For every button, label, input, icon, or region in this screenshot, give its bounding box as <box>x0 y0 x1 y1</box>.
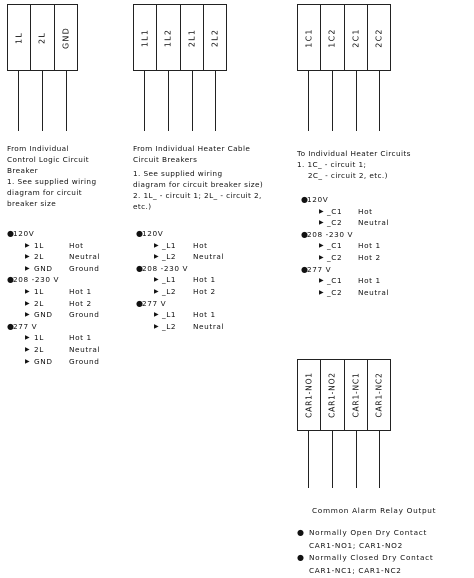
triangle-icon: ▶ <box>319 242 325 250</box>
triangle-icon: ▶ <box>319 219 325 227</box>
wire <box>308 71 309 131</box>
terminal: 1L1 <box>140 28 150 47</box>
bullet-icon: ● <box>136 263 144 273</box>
terminal: 1L <box>14 31 24 44</box>
triangle-icon: ▶ <box>25 345 31 353</box>
triangle-icon: ▶ <box>154 311 160 319</box>
alarm-relay-terminal-block <box>297 359 391 431</box>
bullet-icon: ● <box>136 229 144 238</box>
wire <box>215 71 216 131</box>
terminal: 1C1 <box>304 27 314 48</box>
wire <box>192 71 193 131</box>
heater-circuit-terminal-block <box>297 4 391 71</box>
wire <box>379 71 380 131</box>
wire <box>144 71 145 131</box>
terminal: CAR1-NO2 <box>320 360 343 430</box>
triangle-icon: ▶ <box>154 253 160 261</box>
terminal: 2C2 <box>367 5 390 70</box>
wire <box>356 71 357 131</box>
triangle-icon: ▶ <box>154 287 160 295</box>
terminal: 1L2 <box>156 5 179 70</box>
bullet-icon: ● <box>7 275 15 285</box>
bullet-icon: ● <box>301 195 309 204</box>
terminal: GND <box>54 5 77 70</box>
wire <box>308 431 309 488</box>
triangle-icon: ▶ <box>319 207 325 215</box>
terminal: CAR1-NO1 <box>304 372 314 418</box>
triangle-icon: ▶ <box>154 276 160 284</box>
heater-circuit-description: To Individual Heater Circuits 1. 1C_ - circuit 1; 2C_ - circuit 2, etc.) <box>297 149 411 180</box>
wire <box>42 71 43 131</box>
bullet-icon: ● <box>301 229 309 239</box>
triangle-icon: ▶ <box>319 253 325 261</box>
triangle-icon: ▶ <box>25 287 31 295</box>
heater-breaker-description: From Individual Heater Cable Circuit Breakers 1. See supplied wiring diagram for circuit breaker size) 2. 1L_ - circuit 1; 2L_ - circuit 2, etc.) <box>133 144 264 211</box>
wire <box>18 71 19 131</box>
terminal: CAR1-NC1 <box>344 360 367 430</box>
alarm-relay-title: Common Alarm Relay Output <box>312 506 437 515</box>
triangle-icon: ▶ <box>319 277 325 285</box>
heater-circuit-voltage-options: ● 120V ▶ _C1 Hot ▶ _C2 Neutral ● 208 -230 V ▶ _C1 Hot 1 ▶ _C2 Hot 2 ● 277 V ▶ _C1 Hot 1 ▶ _C2 Neutral <box>301 195 390 297</box>
triangle-icon: ▶ <box>25 299 31 307</box>
bullet-icon: ● <box>297 553 305 562</box>
wire <box>332 431 333 488</box>
wire <box>332 71 333 131</box>
triangle-icon: ▶ <box>25 264 31 272</box>
heater-breaker-terminal-block <box>133 4 227 71</box>
bullet-icon: ● <box>136 298 144 308</box>
heater-breaker-voltage-options: ● 120V ▶ _L1 Hot ▶ _L2 Neutral ● 208 -230 V ▶ _L1 Hot 1 ▶ _L2 Hot 2 ● 277 V ▶ _L1 Hot 1 ▶ _L2 Neutral <box>136 229 225 331</box>
triangle-icon: ▶ <box>154 241 160 249</box>
terminal: CAR1-NC2 <box>367 360 390 430</box>
triangle-icon: ▶ <box>25 334 31 342</box>
triangle-icon: ▶ <box>319 288 325 296</box>
terminal: 2L2 <box>203 5 226 70</box>
control-logic-description: From Individual Control Logic Circuit Breaker 1. See supplied wiring diagram for circuit breaker size <box>7 144 97 208</box>
triangle-icon: ▶ <box>25 253 31 261</box>
terminal: 2C1 <box>344 5 367 70</box>
bullet-icon: ● <box>297 528 305 537</box>
triangle-icon: ▶ <box>154 322 160 330</box>
triangle-icon: ▶ <box>25 241 31 249</box>
triangle-icon: ▶ <box>25 357 31 365</box>
terminal: 1C2 <box>320 5 343 70</box>
control-logic-terminal-block <box>7 4 78 71</box>
terminal: 2L <box>30 5 53 70</box>
bullet-icon: ● <box>7 321 15 331</box>
wire <box>66 71 67 131</box>
wire <box>379 431 380 488</box>
wire <box>168 71 169 131</box>
control-logic-voltage-options: ● 120V ▶ 1L Hot ▶ 2L Neutral ▶ GND Ground ● 208 -230 V ▶ 1L Hot 1 ▶ 2L Hot 2 ▶ GND Ground ● 277 V ▶ 1L Hot 1 ▶ 2L Neutral ▶ GND Ground <box>7 229 101 366</box>
wire <box>356 431 357 488</box>
terminal: 2L1 <box>180 5 203 70</box>
bullet-icon: ● <box>7 229 15 238</box>
triangle-icon: ▶ <box>25 311 31 319</box>
bullet-icon: ● <box>301 264 309 274</box>
